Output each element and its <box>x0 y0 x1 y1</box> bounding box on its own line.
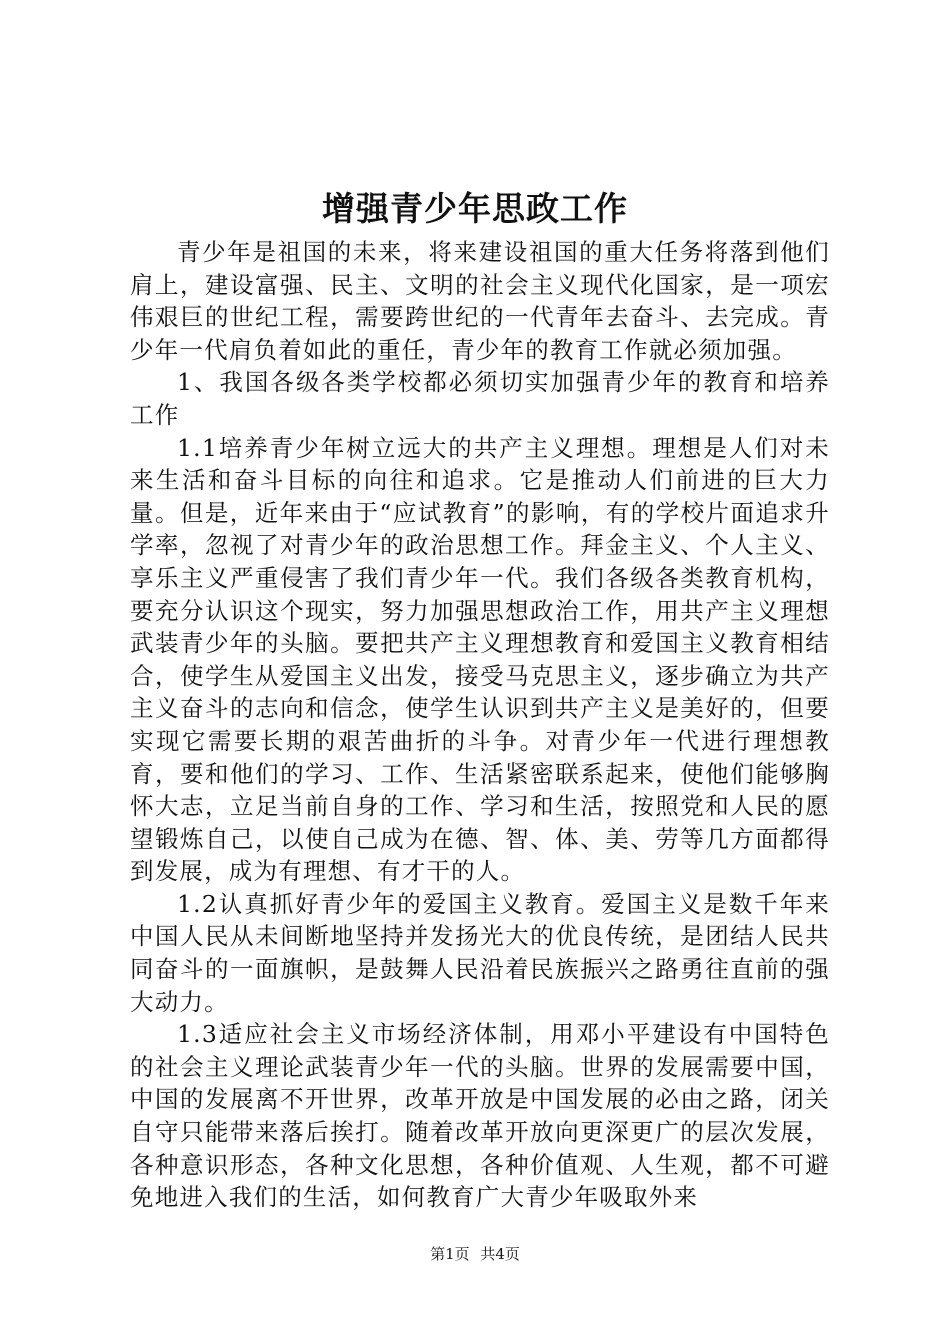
page-number: 第1页 <box>430 1245 470 1263</box>
paragraph-1-2: 1.2认真抓好青少年的爱国主义教育。爱国主义是数千年来中国人民从未间断地坚持并发扬光大的优良传统，是团结人民共同奋斗的一面旗帜，是鼓舞人民沿着民族振兴之路勇往直前的强大动力。 <box>130 889 830 1016</box>
document-body <box>130 236 830 1214</box>
page-footer <box>0 1244 950 1264</box>
page-total: 共4页 <box>480 1245 520 1263</box>
paragraph-1-1: 1.1培养青少年树立远大的共产主义理想。理想是人们对未来生活和奋斗目标的向往和追求。它是推动人们前进的巨大力量。但是，近年来由于“应试教育”的影响，有的学校片面追求升学率，忽视了对青少年的政治思想工作。拜金主义、个人主义、享乐主义严重侵害了我们青少年一代。我们各级各类教育机构，要充分认识这个现实，努力加强思想政治工作，用共产主义理想武装青少年的头脑。要把共产主义理想教育和爱国主义教育相结合，使学生从爱国主义出发，接受马克思主义，逐步确立为共产主义奋斗的志向和信念，使学生认识到共产主义是美好的，但要实现它需要长期的艰苦曲折的斗争。对青少年一代进行理想教育，要和他们的学习、工作、生活紧密联系起来，使他们能够胸怀大志，立足当前自身的工作、学习和生活，按照党和人民的愿望锻炼自己，以使自己成为在德、智、体、美、劳等几方面都得到发展，成为有理想、有才干的人。 <box>130 433 830 886</box>
intro-paragraph: 青少年是祖国的未来，将来建设祖国的重大任务将落到他们肩上，建设富强、民主、文明的社会主义现代化国家，是一项宏伟艰巨的世纪工程，需要跨世纪的一代青年去奋斗、去完成。青少年一代肩负着如此的重任，青少年的教育工作就必须加强。 <box>130 238 830 364</box>
section-heading-1: 1、我国各级各类学校都必须切实加强青少年的教育和培养工作 <box>130 368 830 429</box>
paragraph-1-3: 1.3适应社会主义市场经济体制，用邓小平建设有中国特色的社会主义理论武装青少年一代的头脑。世界的发展需要中国，中国的发展离不开世界，改革开放是中国发展的必由之路，闭关自守只能带来落后挨打。随着改革开放向更深更广的层次发展，各种意识形态，各种文化思想，各种价值观、人生观，都不可避免地进入我们的生活，如何教育广大青少年吸取外来 <box>130 1020 830 1212</box>
document-title: 增强青少年思政工作 <box>322 189 628 228</box>
